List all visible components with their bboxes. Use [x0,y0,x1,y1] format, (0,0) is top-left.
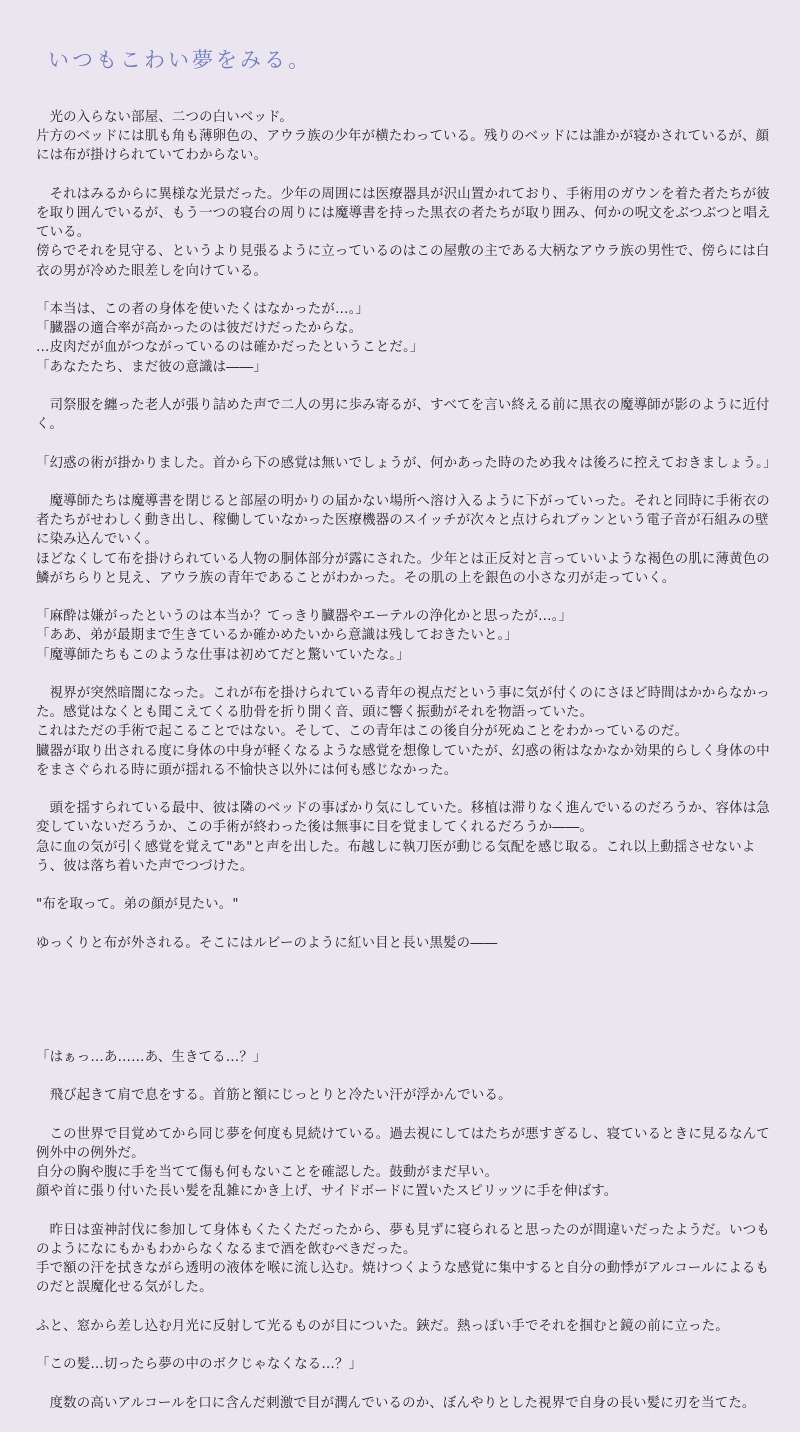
paragraph: "布を取って。弟の顔が見たい。" [36,897,239,913]
paragraph: 「はぁっ…あ……あ、生きてる…？」 [36,1049,267,1065]
paragraph: 頭を揺すられている最中、彼は隣のベッドの事ばかり気にしていた。移植は滞りなく進んでいるのだろうか、容体は急変していないだろうか、この手術が終わった後は無事に目を覚ましてくれるだろうか――。 急に血の気が引く感覚を覚えて"あ"と声を出した。布越しに執刀医が動じる気配を感じ取る。これ以上動揺させないよう、彼は落ち着いた声でつづけた。 [36,801,770,874]
paragraph: 「麻酔は嫌がったというのは本当か？てっきり臓器やエーテルの浄化かと思ったが…。」 「ああ、弟が最期まで生きているか確かめたいから意識は残しておきたいと。」 「魔導師たちもこのような仕事は初めてだと驚いていたな。」 [36,609,573,663]
paragraph: 視界が突然暗闇になった。これが布を掛けられている青年の視点だという事に気が付くのにさほど時間はかからなかった。感覚はなくとも聞こえてくる肋骨を折り開く音、頭に響く振動がそれを物語っていた。 これはただの手術で起こることではない。そして、この青年はこの後自分が死ぬことをわかっているのだ。 臓器が取り出される度に身体の中身が軽くなるような感覚を想像していたが、幻惑の術はなかなか効果的らしく身体の中をまさぐられる時に頭が揺れる不愉快さ以外には何も感じなかった。 [36,685,770,778]
paragraph: それはみるからに異様な光景だった。少年の周囲には医療器具が沢山置かれており、手術用のガウンを着た者たちが彼を取り囲んでいるが、もう一つの寝台の周りには魔導書を持った黒衣の者たちが取り囲み、何かの呪文をぶつぶつと唱えている。 傍らでそれを見守る、というより見張るように立っているのはこの屋敷の主である大柄なアウラ族の男性で、傍らには白衣の男が冷めた眼差しを向けている。 [36,186,771,279]
paragraph: ふと、窓から差し込む月光に反射して光るものが目についた。鋏だ。熱っぽい手でそれを掴むと鏡の前に立った。 [36,1318,729,1334]
paragraph: 昨日は蛮神討伐に参加して身体もくたくただったから、夢も見ずに寝られると思ったのが間違いだったようだ。いつものようになにもかもわからなくなるまで酒を飲むべきだった。 手で額の汗を拭きながら透明の液体を喉に流し込む。焼けつくような感覚に集中すると自分の動悸がアルコールによるものだと誤魔化せる気がした。 [36,1222,770,1296]
paragraph: 「幻惑の術が掛かりました。首から下の感覚は無いでしょうが、何かあった時のため我々は後ろに控えておきましょう。」 [36,455,777,471]
paragraph: 「この髪…切ったら夢の中のボクじゃなくなる…？」 [36,1357,363,1373]
paragraph: 司祭服を纏った老人が張り詰めた声で二人の男に歩み寄るが、すべてを言い終える前に黒衣の魔導師が影のように近付く。 [36,398,770,433]
paragraph: 「本当は、この者の身体を使いたくはなかったが…。」 「臓器の適合率が高かったのは彼だけだったからな。 …皮肉だが血がつながっているのは確かだったということだ。」 「あなたたち、まだ彼の意識は――」 [36,302,424,375]
paragraph: 飛び起きて肩で息をする。首筋と額にじっとりと冷たい汗が浮かんでいる。 [36,1088,512,1104]
paragraph: 魔導師たちは魔導書を閉じると部屋の明かりの届かない場所へ溶け入るように下がっていった。それと同時に手術衣の者たちがせわしく動き出し、稼働していなかった医療機器のスイッチが次々と点けられブゥンという電子音が石組みの壁に染み込んでいく。 ほどなくして布を掛けられている人物の胴体部分が露にされた。少年とは正反対と言っていいような褐色の肌に薄黄色の鱗がちらりと見え、アウラ族の青年であることがわかった。その肌の上を銀色の小さな刃が走っていく。 [36,493,770,586]
paragraph: この世界で目覚めてから同じ夢を何度も見続けている。過去視にしてはたちが悪すぎるし、寝ているときに見るなんて例外中の例外だ。 自分の胸や腹に手を当てて傷も何もないことを確認した。鼓動がまだ早い。 顔や首に張り付いた長い髪を乱雑にかき上げ、サイドボードに置いたスピリッツに手を伸ばす。 [36,1126,770,1200]
paragraph: ゆっくりと布が外される。そこにはルビーのように紅い目と長い黒髪の―― [36,935,498,951]
page-title: いつもこわい夢をみる。 [48,48,312,72]
paragraph: 光の入らない部屋、二つの白いベッド。 片方のベッドには肌も角も薄卵色の、アウラ族の少年が横たわっている。残りのベッドには誰かが寝かされているが、顔には布が掛けられていてわからない。 [36,110,770,164]
story-text [36,108,778,1432]
paragraph: 度数の高いアルコールを口に含んだ刺激で目が潤んでいるのか、ぼんやりとした視界で自身の長い髪に刃を当てた。 [36,1395,756,1411]
scene-break [36,972,778,1048]
